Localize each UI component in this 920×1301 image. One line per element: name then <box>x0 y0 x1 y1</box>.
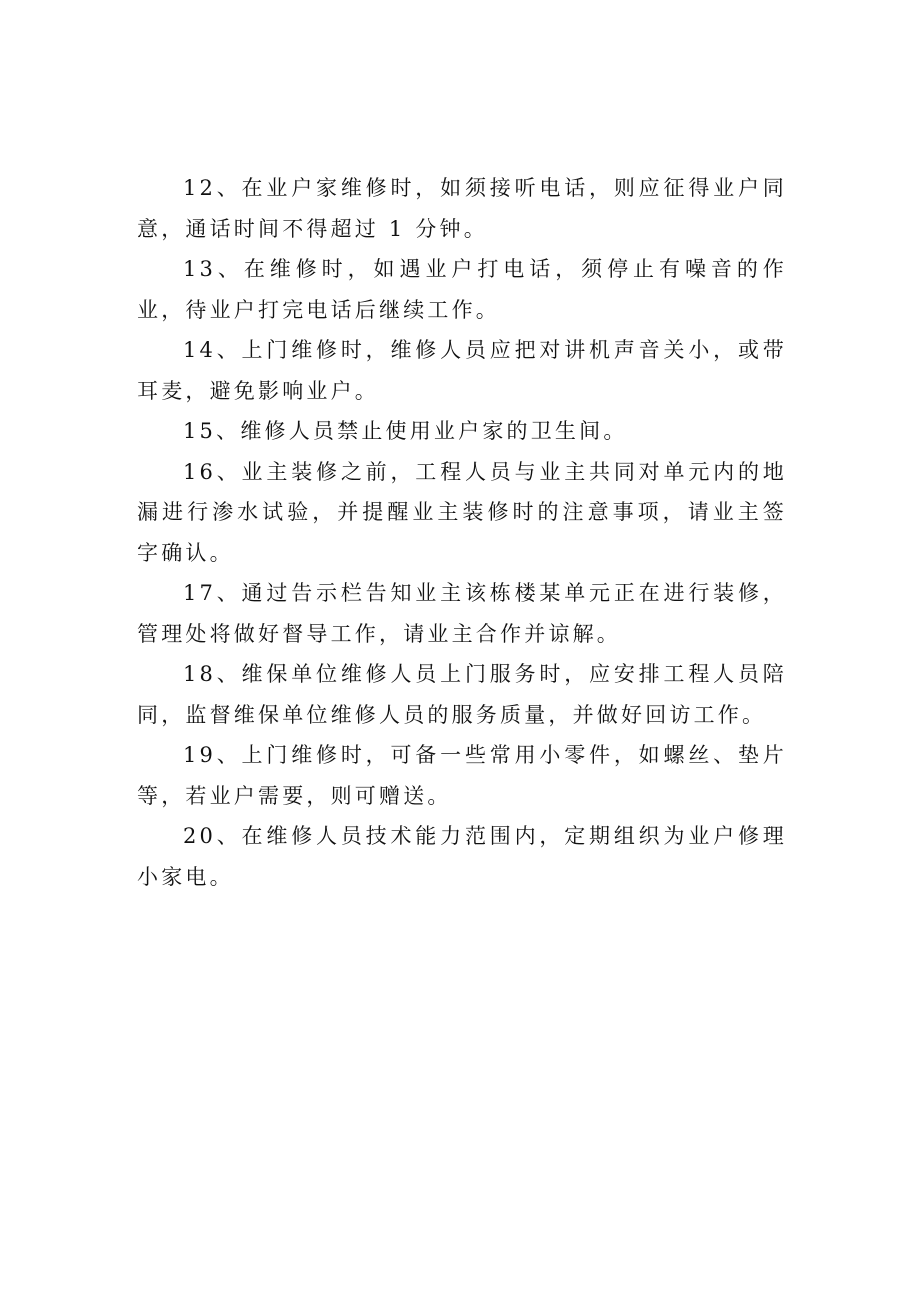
paragraph-13: 13、在维修时，如遇业户打电话，须停止有噪音的作业，待业户打完电话后继续工作。 <box>137 257 787 322</box>
paragraph-20: 20、在维修人员技术能力范围内，定期组织为业户修理小家电。 <box>137 824 787 889</box>
paragraph-19: 19、上门维修时，可备一些常用小零件，如螺丝、垫片等，若业户需要，则可赠送。 <box>137 743 787 808</box>
paragraph-14: 14、上门维修时，维修人员应把对讲机声音关小，或带耳麦，避免影响业户。 <box>137 338 787 403</box>
document-body <box>137 168 787 897</box>
paragraph-16: 16、业主装修之前，工程人员与业主共同对单元内的地漏进行渗水试验，并提醒业主装修时的注意事项，请业主签字确认。 <box>137 459 787 565</box>
paragraph-18: 18、维保单位维修人员上门服务时，应安排工程人员陪同，监督维保单位维修人员的服务质量，并做好回访工作。 <box>137 662 787 727</box>
paragraph-15: 15、维修人员禁止使用业户家的卫生间。 <box>183 419 628 443</box>
paragraph-12: 12、在业户家维修时，如须接听电话，则应征得业户同意，通话时间不得超过 1 分钟。 <box>137 176 787 241</box>
paragraph-17: 17、通过告示栏告知业主该栋楼某单元正在进行装修，管理处将做好督导工作，请业主合作并谅解。 <box>137 581 787 646</box>
